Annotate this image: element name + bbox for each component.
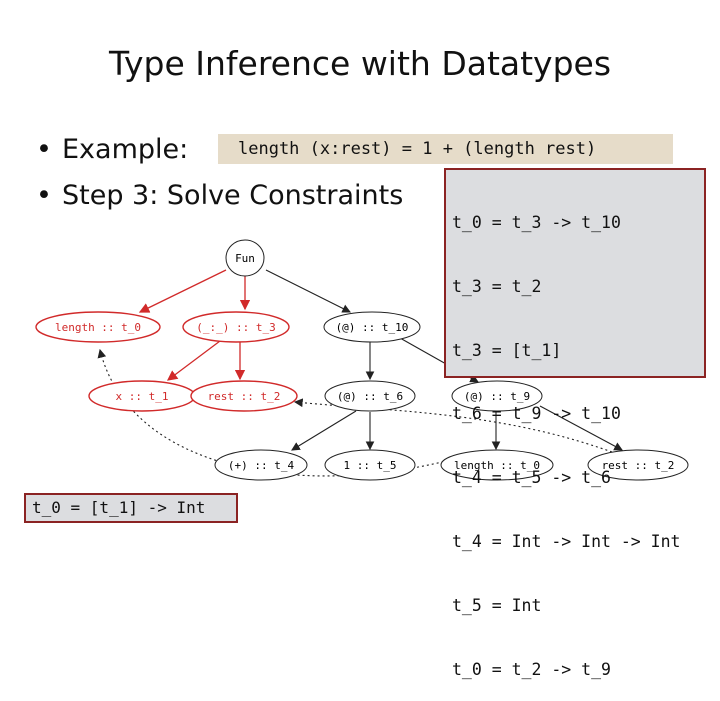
node-app6 — [325, 381, 415, 411]
node-cons — [183, 312, 289, 342]
constraint-line: t_0 = t_2 -> t_9 — [452, 659, 611, 679]
node-rest2-label: rest :: t_2 — [601, 459, 675, 472]
edge-cons-x — [168, 341, 220, 380]
node-length — [36, 312, 160, 342]
node-plus — [215, 450, 307, 480]
constraint-line: t_4 = Int -> Int -> Int — [452, 531, 681, 551]
bullet-dot: • — [36, 134, 52, 165]
constraint-line: t_3 = t_2 — [452, 276, 542, 296]
node-fun-label: Fun — [235, 252, 255, 265]
bullet-dot: • — [36, 180, 52, 211]
node-x — [89, 381, 195, 411]
slide-title: Type Inference with Datatypes — [108, 44, 612, 83]
node-app10 — [324, 312, 420, 342]
edge-fun-app10 — [266, 270, 350, 312]
constraint-line: t_6 = t_9 -> t_10 — [452, 404, 621, 424]
constraint-line: t_3 = [t_1] — [452, 340, 562, 360]
edge-app6-plus — [292, 411, 356, 450]
example-label: Example: — [62, 134, 189, 165]
node-app6-label: (@) :: t_6 — [336, 390, 404, 403]
solution-box: t_0 = [t_1] -> Int — [24, 493, 238, 523]
node-length2-label: length :: t_0 — [453, 459, 541, 472]
code-snippet: length (x:rest) = 1 + (length rest) — [218, 134, 673, 164]
constraint-line: t_5 = Int — [452, 595, 542, 615]
node-app9-label: (@) :: t_9 — [463, 390, 531, 403]
step-label: Step 3: Solve Constraints — [62, 180, 404, 211]
constraint-line: t_0 = t_3 -> t_10 — [452, 213, 621, 232]
constraint-line: t_4 = t_5 -> t_6 — [452, 468, 611, 488]
node-x-label: x :: t_1 — [115, 390, 169, 403]
node-length-label: length :: t_0 — [54, 321, 142, 334]
node-fun — [226, 240, 264, 276]
node-one — [325, 450, 415, 480]
edge-fun-length — [140, 270, 226, 312]
node-one-label: 1 :: t_5 — [343, 459, 397, 472]
node-cons-label: (_:_) :: t_3 — [196, 321, 276, 334]
node-plus-label: (+) :: t_4 — [227, 459, 295, 472]
node-app10-label: (@) :: t_10 — [335, 321, 409, 334]
node-rest-label: rest :: t_2 — [207, 390, 281, 403]
node-rest — [191, 381, 297, 411]
